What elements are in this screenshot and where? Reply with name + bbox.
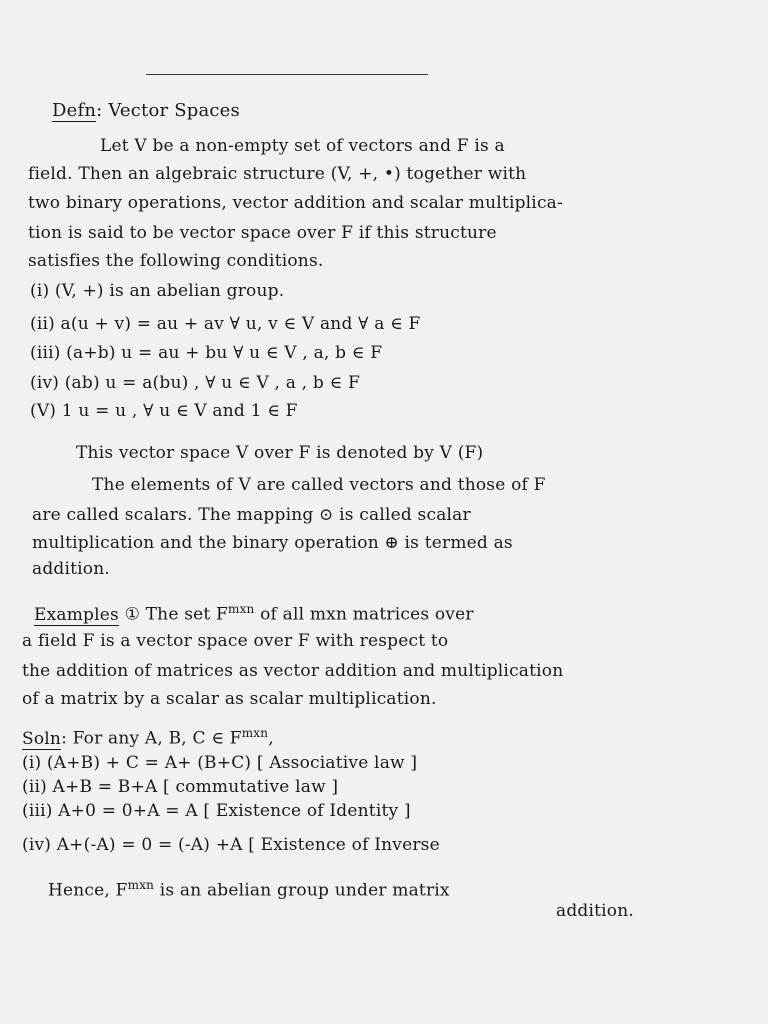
examples-label: Examples — [34, 604, 119, 625]
solution-intro-a: : For any A, B, C ∈ F — [61, 728, 242, 749]
condition-3: (iii) (a+b) u = au + bu ∀ u ∈ V , a, b ∈ F — [30, 343, 383, 363]
condition-4: (iv) (ab) u = a(bu) , ∀ u ∈ V , a , b ∈ F — [30, 373, 360, 393]
example-line-4: of a matrix by a scalar as scalar multiplication. — [22, 689, 437, 709]
definition-line-1: Let V be a non-empty set of vectors and F is a — [100, 136, 505, 156]
note-line-3: are called scalars. The mapping ⊙ is called scalar — [32, 505, 471, 525]
conclusion-text-b: is an abelian group under matrix — [159, 880, 450, 901]
conclusion-superscript: mxn — [127, 878, 155, 892]
solution-intro — [22, 722, 274, 750]
definition-line-4: tion is said to be vector space over F if this structure — [28, 223, 497, 243]
definition-title: Vector Spaces — [108, 100, 240, 121]
solution-label: Soln — [22, 728, 62, 749]
conclusion-line-1 — [48, 874, 450, 902]
top-rule — [146, 74, 428, 75]
definition-line-5: satisfies the following conditions. — [28, 251, 324, 271]
definition-line-3: two binary operations, vector addition and scalar multiplica- — [28, 193, 563, 213]
note-line-1: This vector space V over F is denoted by V (F) — [76, 443, 484, 463]
definition-line-2: field. Then an algebraic structure (V, +, •) together with — [28, 164, 527, 184]
solution-intro-superscript: mxn — [241, 726, 269, 740]
note-line-4: multiplication and the binary operation ⊕ is termed as — [32, 533, 513, 553]
definition-heading — [52, 100, 240, 122]
example-line-1 — [34, 598, 474, 626]
conclusion-text-a: Hence, F — [48, 880, 128, 901]
solution-step-4: (iv) A+(-A) = 0 = (-A) +A [ Existence of Inverse — [22, 835, 440, 855]
solution-step-3: (iii) A+0 = 0+A = A [ Existence of Identity ] — [22, 801, 411, 821]
solution-step-2: (ii) A+B = B+A [ commutative law ] — [22, 777, 339, 797]
example-text-b: of all mxn matrices over — [260, 604, 474, 625]
note-line-2: The elements of V are called vectors and those of F — [92, 475, 546, 495]
example-superscript: mxn — [228, 602, 255, 616]
example-text-a: The set F — [145, 604, 229, 625]
example-line-3: the addition of matrices as vector addition and multiplication — [22, 661, 564, 681]
example-number: ① — [124, 604, 141, 625]
example-line-2: a field F is a vector space over F with respect to — [22, 631, 449, 651]
definition-label: Defn — [52, 100, 97, 121]
condition-5: (V) 1 u = u , ∀ u ∈ V and 1 ∈ F — [30, 401, 298, 421]
solution-intro-b: , — [268, 728, 274, 749]
note-line-5: addition. — [32, 559, 110, 579]
conclusion-line-2: addition. — [556, 901, 634, 921]
solution-step-1: (i) (A+B) + C = A+ (B+C) [ Associative law ] — [22, 753, 418, 773]
definition-colon: : — [96, 100, 103, 121]
condition-2: (ii) a(u + v) = au + av ∀ u, v ∈ V and ∀ a ∈ F — [30, 314, 421, 334]
condition-1: (i) (V, +) is an abelian group. — [30, 281, 285, 301]
